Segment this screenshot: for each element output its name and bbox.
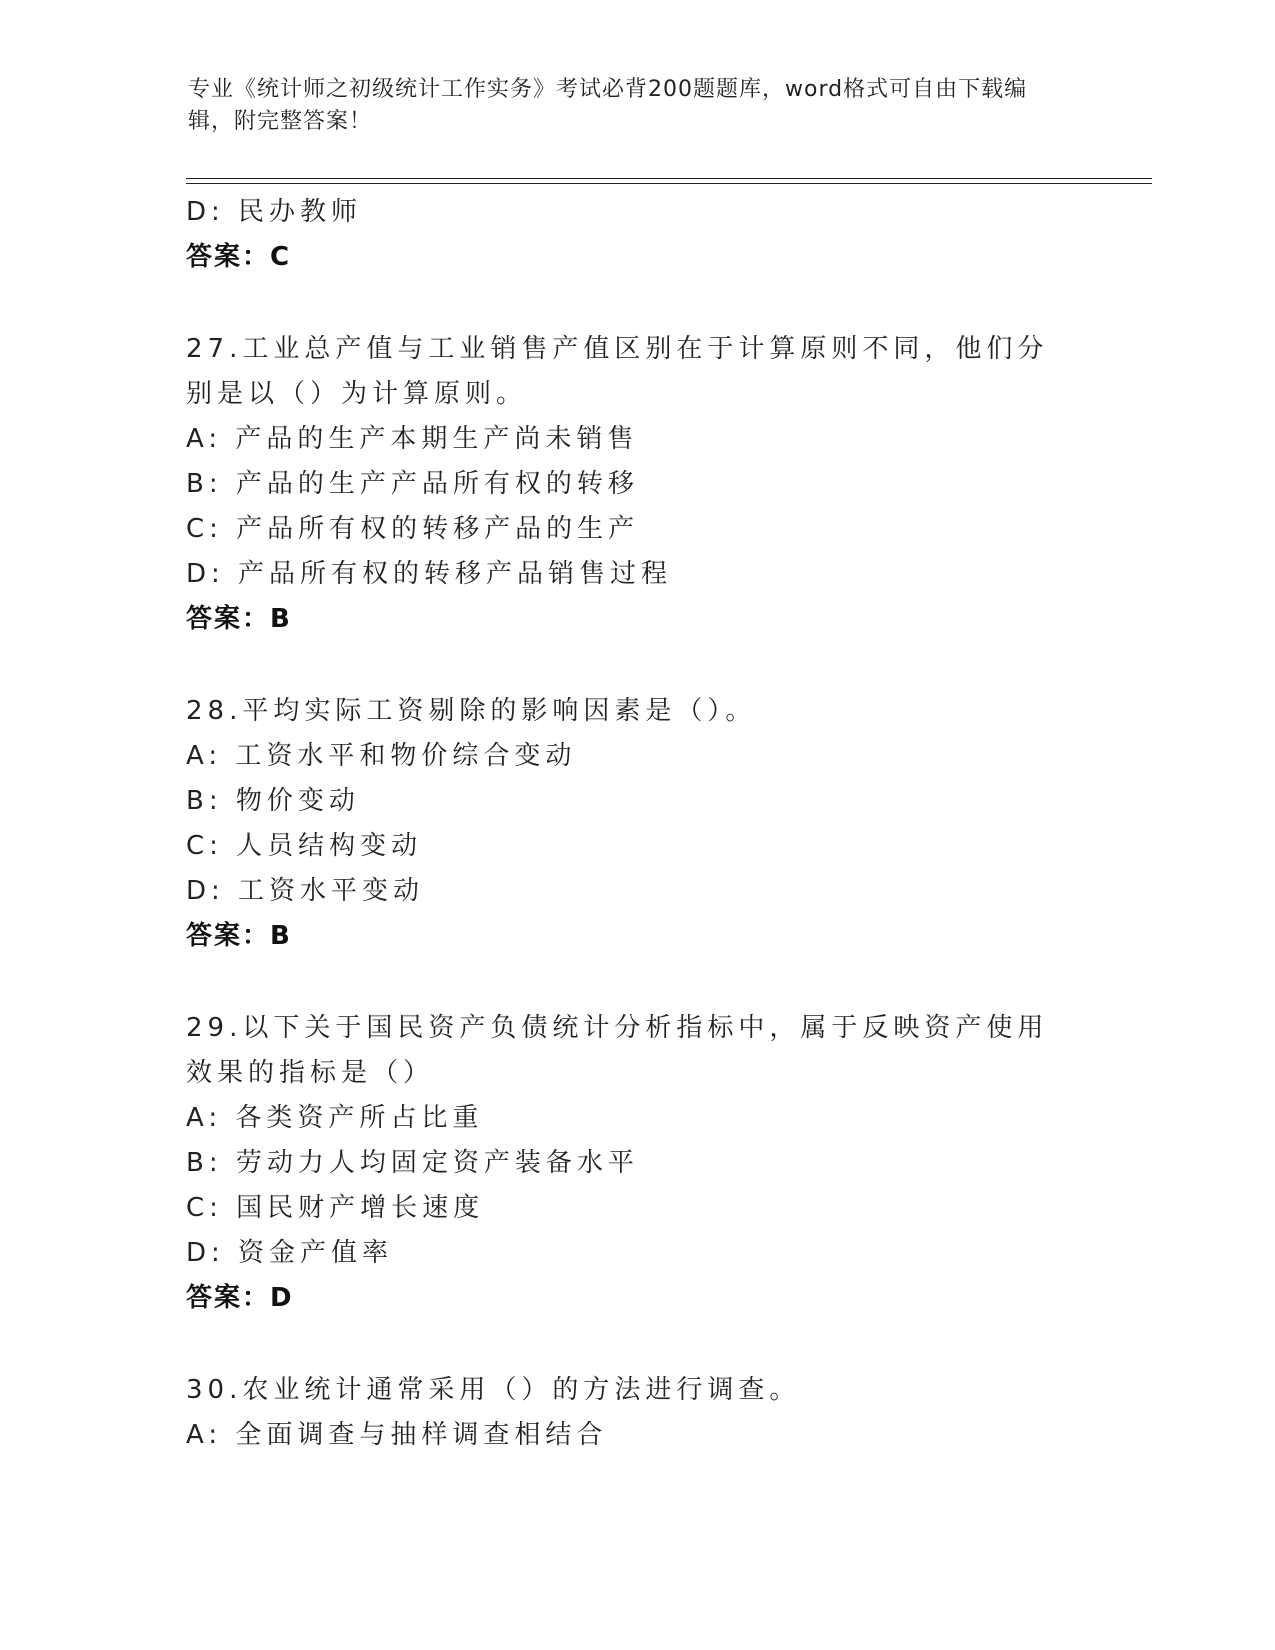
question-stem: 29.以下关于国民资产负债统计分析指标中，属于反映资产使用效果的指标是（） <box>186 1013 1049 1088</box>
option-b: B: 产品的生产产品所有权的转移 <box>186 469 639 499</box>
header-rule-bottom <box>186 183 1152 184</box>
option-a: A: 全面调查与抽样调查相结合 <box>186 1420 608 1450</box>
option-a: A: 各类资产所占比重 <box>186 1103 484 1133</box>
page-header: 专业《统计师之初级统计工作实务》考试必背200题题库，word格式可自由下载编辑，附完整答案！ <box>188 77 1028 134</box>
spacer <box>186 1321 1086 1368</box>
option-c: C: 人员结构变动 <box>186 831 423 861</box>
option-a: A: 产品的生产本期生产尚未销售 <box>186 424 639 454</box>
option-d: D: 民办教师 <box>186 197 363 227</box>
option-d: D: 工资水平变动 <box>186 876 425 906</box>
option-b: B: 物价变动 <box>186 786 360 816</box>
spacer <box>186 280 1086 327</box>
answer-line: 答案：C <box>186 242 292 272</box>
option-b: B: 劳动力人均固定资产装备水平 <box>186 1148 639 1178</box>
spacer <box>186 642 1086 689</box>
option-d: D: 产品所有权的转移产品销售过程 <box>186 559 673 589</box>
question-stem: 30.农业统计通常采用（）的方法进行调查。 <box>186 1375 801 1405</box>
option-a: A: 工资水平和物价综合变动 <box>186 741 577 771</box>
option-c: C: 产品所有权的转移产品的生产 <box>186 514 640 544</box>
question-stem: 27.工业总产值与工业销售产值区别在于计算原则不同，他们分别是以（）为计算原则。 <box>186 334 1049 409</box>
answer-line: 答案：B <box>186 604 292 634</box>
option-d: D: 资金产值率 <box>186 1238 394 1268</box>
answer-line: 答案：B <box>186 921 292 951</box>
spacer <box>186 959 1086 1006</box>
question-stem: 28.平均实际工资剔除的影响因素是（）。 <box>186 696 757 726</box>
answer-line: 答案：D <box>186 1283 294 1313</box>
question-list <box>186 190 1086 1458</box>
option-c: C: 国民财产增长速度 <box>186 1193 485 1223</box>
header-rule-top <box>186 178 1152 179</box>
